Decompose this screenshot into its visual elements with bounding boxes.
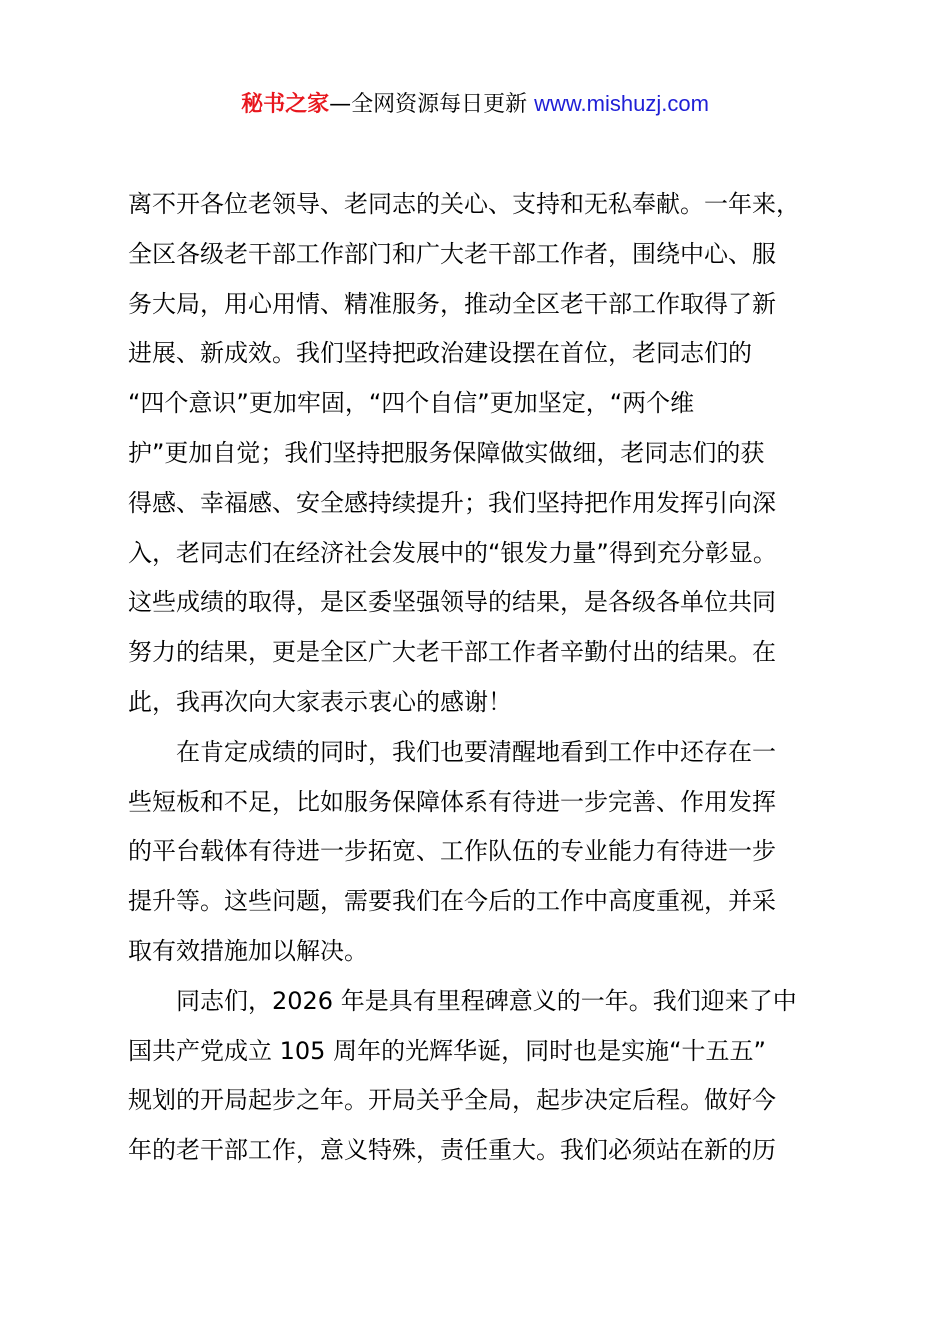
- text-line: 的平台载体有待进一步拓宽、工作队伍的专业能力有待进一步: [128, 837, 776, 866]
- text-line: 全区各级老干部工作部门和广大老干部工作者，围绕中心、服: [128, 239, 776, 268]
- text-line: 得感、幸福感、安全感持续提升；我们坚持把作用发挥引向深: [128, 488, 776, 517]
- site-tagline: —全网资源每日更新: [329, 92, 535, 117]
- text-line: 离不开各位老领导、老同志的关心、支持和无私奉献。一年来，: [128, 190, 800, 218]
- text-line: 务大局，用心用情、精准服务，推动全区老干部工作取得了新: [128, 289, 776, 318]
- text-line: 这些成绩的取得，是区委坚强领导的结果，是各级各单位共同: [128, 588, 776, 617]
- text-line: 此，我再次向大家表示衷心的感谢！: [128, 687, 512, 716]
- site-brand: 秘书之家: [241, 92, 330, 117]
- document-body: [128, 180, 848, 1176]
- text-line: 护”更加自觉；我们坚持把服务保障做实做细，老同志们的获: [128, 438, 765, 467]
- text-line: 国共产党成立 105 周年的光辉华诞，同时也是实施“十五五”: [128, 1036, 766, 1065]
- text-line: 规划的开局起步之年。开局关乎全局，起步决定后程。做好今: [128, 1086, 776, 1115]
- text-line: “四个意识”更加牢固，“四个自信”更加坚定，“两个维: [128, 389, 695, 418]
- text-line: 提升等。这些问题，需要我们在今后的工作中高度重视，并采: [128, 887, 776, 916]
- text-line: 些短板和不足，比如服务保障体系有待进一步完善、作用发挥: [128, 787, 776, 816]
- paragraph-start-line: 在肯定成绩的同时，我们也要清醒地看到工作中还存在一: [176, 737, 776, 766]
- site-header: [0, 86, 950, 123]
- text-line: 努力的结果，更是全区广大老干部工作者辛勤付出的结果。在: [128, 638, 776, 667]
- text-line: 取有效措施加以解决。: [128, 936, 368, 965]
- text-line: 年的老干部工作，意义特殊，责任重大。我们必须站在新的历: [128, 1136, 776, 1165]
- paragraph-start-line: 同志们，2026 年是具有里程碑意义的一年。我们迎来了中: [176, 986, 797, 1015]
- site-url-link[interactable]: www.mishuzj.com: [534, 91, 709, 116]
- text-line: 进展、新成效。我们坚持把政治建设摆在首位，老同志们的: [128, 339, 752, 368]
- text-line: 入，老同志们在经济社会发展中的“银发力量”得到充分彰显。: [128, 538, 777, 567]
